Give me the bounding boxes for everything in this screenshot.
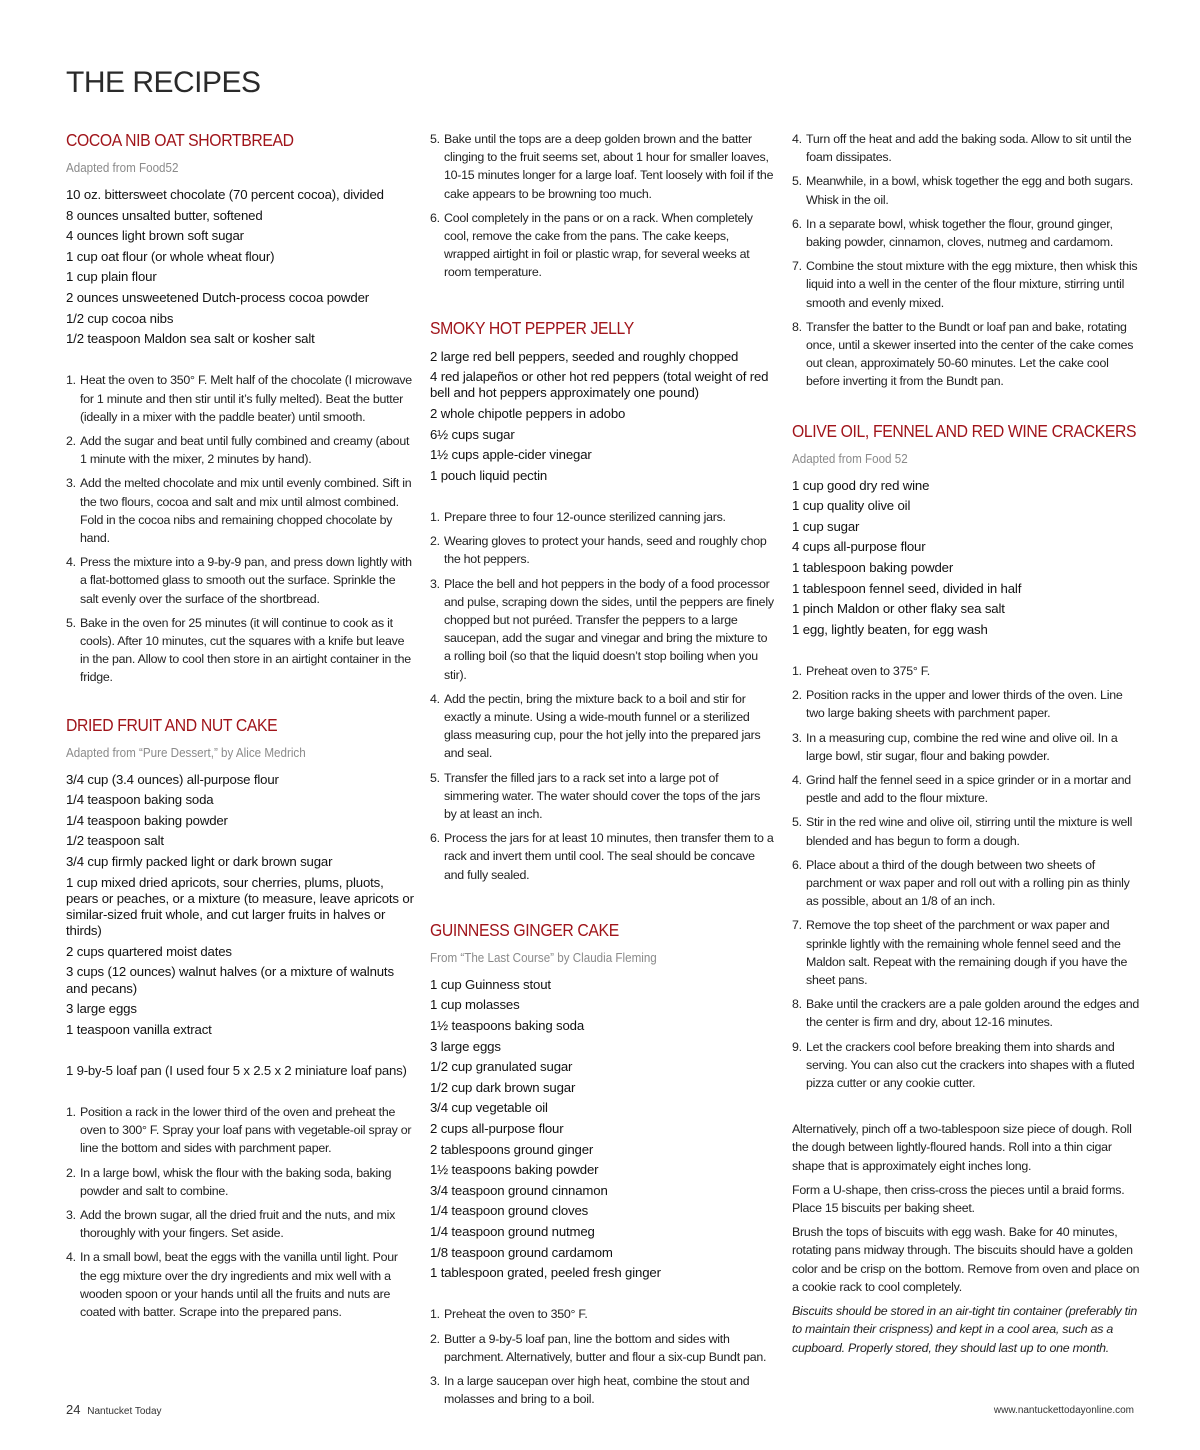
ingredient-item: 4 red jalapeños or other hot red peppers (total weight of red bell and hot peppers approximately one pound) [430, 369, 769, 401]
step-list [430, 1305, 775, 1408]
step-item [430, 769, 775, 824]
ingredient-list [430, 977, 775, 1282]
step-number: 3. [66, 476, 76, 491]
column-3 [792, 130, 1140, 1385]
ingredient-item: 4 cups all-purpose flour [792, 539, 926, 555]
step-item [430, 1305, 775, 1323]
step-number: 8. [792, 319, 802, 334]
step-item [792, 130, 1140, 166]
recipe-fruit-cake [66, 715, 414, 1322]
step-item [792, 172, 1140, 208]
step-text: In a measuring cup, combine the red wine and olive oil. In a large bowl, stir sugar, flour and baking powder. [806, 730, 1118, 763]
step-item [430, 130, 775, 203]
ingredient-item: 2 whole chipotle peppers in adobo [430, 406, 626, 422]
ingredient-item: 1 tablespoon grated, peeled fresh ginger [430, 1265, 661, 1281]
ingredient-item: 1/2 teaspoon Maldon sea salt or kosher salt [66, 331, 315, 347]
step-number: 4. [66, 1250, 76, 1265]
step-number: 5. [66, 615, 76, 630]
ingredient-item: 1/2 cup dark brown sugar [430, 1079, 576, 1095]
step-number: 2. [430, 1331, 440, 1346]
ingredient-item: 1 cup good dry red wine [792, 477, 930, 493]
step-number: 3. [430, 1373, 440, 1388]
step-text: Add the sugar and beat until fully combined and creamy (about 1 minute with the mixer, 2 minutes by hand). [80, 433, 410, 467]
ingredient-item: 1/4 teaspoon ground nutmeg [430, 1223, 595, 1239]
step-number: 1. [792, 664, 802, 678]
ingredient-item: 1 pinch Maldon or other flaky sea salt [792, 601, 1005, 617]
storage-note: Biscuits should be stored in an air-tight tin container (preferably tin to maintain their crispness) and kept in a cool area, such as a cupboard. Properly stored, they should last up to one month. [792, 1304, 1137, 1355]
ingredient-item: 1 cup sugar [792, 518, 860, 534]
recipe-title: OLIVE OIL, FENNEL AND RED WINE CRACKERS [792, 420, 1137, 441]
ingredient-item: 3/4 cup (3.4 ounces) all-purpose flour [66, 771, 279, 787]
step-number: 9. [792, 1039, 802, 1054]
ingredient-item: 1/2 cup cocoa nibs [66, 310, 174, 326]
column-1 [66, 130, 414, 1349]
step-number: 6. [430, 831, 440, 846]
page-number: 24 [66, 1402, 81, 1417]
step-item [430, 1330, 775, 1366]
step-text: Position a rack in the lower third of the oven and preheat the oven to 300° F. Spray your loaf pans with vegetable-oil spray or line the bottom and sides with parchment paper. [80, 1104, 412, 1156]
ingredient-item: 1/4 teaspoon baking soda [66, 792, 214, 808]
step-text: Preheat oven to 375° F. [806, 664, 930, 678]
recipe-title: COCOA NIB OAT SHORTBREAD [66, 130, 294, 150]
step-text: Cool completely in the pans or on a rack. When completely cool, remove the cake from the pans. The cake keeps, wrapped airtight in foil or plastic wrap, for several weeks at room temperature. [444, 210, 753, 280]
step-text: Add the brown sugar, all the dried fruit and the nuts, and mix thoroughly with your fingers. Set aside. [80, 1207, 396, 1241]
step-number: 4. [792, 773, 802, 788]
step-text: Place the bell and hot peppers in the body of a food processor and pulse, scraping down the sides, until the peppers are finely chopped but not puréed. Transfer the peppers to a large saucepan, add the sugar and vinegar and bring the mixture to a rolling boil (so that the liquid doesn’t stop boiling when you stir). [444, 576, 774, 682]
step-text: Let the crackers cool before breaking them into shards and serving. You can also cut the crackers into shapes with a fluted pizza cutter or any cookie cutter. [806, 1039, 1135, 1091]
ingredient-item: 3/4 cup firmly packed light or dark brown sugar [66, 853, 333, 869]
step-number: 6. [792, 857, 802, 872]
step-item [792, 662, 1140, 680]
step-text: Transfer the filled jars to a rack set into a large pot of simmering water. The water should cover the tops of the jars by at least an inch. [444, 770, 761, 822]
step-number: 1. [66, 373, 76, 388]
recipe-source: Adapted from Food52 [66, 161, 179, 175]
step-item [792, 1038, 1140, 1093]
alt-paragraph: Alternatively, pinch off a two-tablespoon size piece of dough. Roll the dough between lightly-floured hands. Roll into a thin cigar shape that is approximately eight inches long. [792, 1122, 1132, 1173]
step-item [430, 508, 775, 526]
step-text: Bake in the oven for 25 minutes (it will continue to cook as it cools). After 10 minutes, cut the squares with a knife but leave in the pan. Allow to cool then store in an airtight container in the fridge. [80, 615, 411, 685]
step-item [792, 318, 1140, 391]
ingredient-item: 2 cups quartered moist dates [66, 943, 232, 959]
ingredient-item: 3 large eggs [430, 1038, 501, 1054]
step-text: Butter a 9-by-5 loaf pan, line the bottom and sides with parchment. Alternatively, butter and flour a six-cup Bundt pan. [444, 1331, 767, 1364]
column-2 [430, 130, 775, 1436]
step-text: In a small bowl, beat the eggs with the vanilla until light. Pour the egg mixture over the dry ingredients and mix well with a wooden spoon or your hands until all the fruits and nuts are coated with batter. Scrape into the prepared pans. [80, 1250, 398, 1319]
step-item [66, 1103, 414, 1158]
ingredient-item: 1/4 teaspoon baking powder [66, 812, 228, 828]
step-list [430, 130, 775, 282]
step-list [792, 662, 1140, 1092]
alt-paragraph: Brush the tops of biscuits with egg wash. Bake for 40 minutes, rotating pans midway through. The biscuits should have a golden color and be crisp on the bottom. Remove from oven and place on a cookie rack to cool completely. [792, 1225, 1140, 1294]
recipe-title: GUINNESS GINGER CAKE [430, 919, 619, 940]
step-text: Preheat the oven to 350° F. [444, 1307, 588, 1322]
step-number: 5. [430, 770, 440, 785]
step-number: 3. [66, 1207, 76, 1222]
step-text: Grind half the fennel seed in a spice grinder or in a mortar and pestle and add to the flour mixture. [806, 773, 1131, 806]
publication-name: Nantucket Today [87, 1406, 162, 1417]
ingredient-item: 1½ teaspoons baking soda [430, 1018, 585, 1034]
step-text: Add the melted chocolate and mix until evenly combined. Sift in the two flours, cocoa and salt and mix until almost combined. Fold in the cocoa nibs and remaining chopped chocolate by hand. [80, 476, 412, 545]
step-item [66, 371, 414, 426]
ingredient-item: 1 pouch liquid pectin [430, 467, 548, 483]
step-text: Add the pectin, bring the mixture back to a boil and stir for exactly a minute. Using a wide-mouth funnel or a sterilized glass measuring cup, pour the hot jelly into the prepared jars and seal. [444, 691, 761, 761]
recipe-fruit-cake-continued [430, 130, 775, 282]
ingredient-item: 1 cup oat flour (or whole wheat flour) [66, 248, 275, 264]
recipe-source: From “The Last Course” by Claudia Fleming [430, 950, 657, 965]
step-text: Remove the top sheet of the parchment or wax paper and sprinkle lightly with the remaining whole fennel seed and the Maldon salt. Repeat with the remaining dough if you have the sheet pans. [806, 918, 1128, 988]
ingredient-item: 1/4 teaspoon ground cloves [430, 1203, 589, 1219]
ingredient-item: 10 oz. bittersweet chocolate (70 percent cocoa), divided [66, 187, 384, 202]
step-text: Bake until the tops are a deep golden brown and the batter clinging to the fruit seems set, about 1 hour for smaller loaves, 10-15 minutes longer for a large loaf. Tent loosely with foil if the cake appears to be browning too much. [444, 132, 774, 201]
step-number: 2. [792, 688, 802, 703]
ingredient-item: 3/4 cup vegetable oil [430, 1100, 548, 1116]
ingredient-list [66, 187, 414, 347]
recipe-title: DRIED FRUIT AND NUT CAKE [66, 714, 278, 735]
step-number: 5. [792, 815, 802, 830]
step-text: Position racks in the upper and lower thirds of the oven. Line two large baking sheets with parchment paper. [806, 688, 1123, 721]
step-text: Turn off the heat and add the baking soda. Allow to sit until the foam dissipates. [806, 132, 1132, 165]
step-number: 3. [430, 576, 440, 591]
ingredient-list [430, 349, 775, 484]
ingredient-list [66, 772, 414, 1038]
ingredient-item: 1/2 teaspoon salt [66, 833, 164, 849]
alt-paragraph: Form a U-shape, then criss-cross the pieces until a braid forms. Place 15 biscuits per baking sheet. [792, 1182, 1125, 1216]
ingredient-item: 1½ teaspoons baking powder [430, 1162, 599, 1178]
step-item [792, 215, 1140, 251]
step-number: 4. [792, 132, 802, 146]
ingredient-list [792, 478, 1140, 638]
step-text: Combine the stout mixture with the egg mixture, then whisk this liquid into a well in the center of the flour mixture, stirring until smooth and evenly mixed. [806, 259, 1138, 310]
ingredient-item: 3 large eggs [66, 1001, 137, 1017]
step-item [66, 553, 414, 608]
recipe-title: SMOKY HOT PEPPER JELLY [430, 317, 634, 338]
ingredient-item: 1 teaspoon vanilla extract [66, 1021, 212, 1037]
step-number: 5. [430, 132, 440, 146]
step-text: Heat the oven to 350° F. Melt half of the chocolate (I microwave for 1 minute and then stir until it’s fully melted). Beat the butter (ideally in a mixer with the paddle beater) until smooth. [80, 373, 412, 424]
step-number: 1. [66, 1104, 76, 1119]
step-text: Bake until the crackers are a pale golden around the edges and the center is firm and dry, about 12-16 minutes. [806, 997, 1140, 1030]
ingredient-item: 1 tablespoon baking powder [792, 560, 954, 576]
step-number: 1. [430, 1307, 440, 1322]
ingredient-item: 1 cup quality olive oil [792, 498, 911, 514]
step-text: Place about a third of the dough between two sheets of parchment or wax paper and roll out with a rolling pin as thinly as possible, about an 1/8 of an inch. [806, 857, 1130, 909]
ingredient-item: 1/8 teaspoon ground cardamom [430, 1244, 613, 1260]
step-number: 8. [792, 997, 802, 1012]
recipe-ginger-cake [430, 920, 775, 1409]
step-item [66, 1206, 414, 1242]
recipe-crackers [792, 421, 1140, 1357]
ingredient-item: 1 tablespoon fennel seed, divided in half [792, 580, 1022, 596]
page-title: THE RECIPES [66, 66, 261, 99]
ingredient-item: 1 cup Guinness stout [430, 976, 551, 992]
step-item [430, 209, 775, 282]
step-list [430, 508, 775, 884]
step-text: In a large saucepan over high heat, combine the stout and molasses and bring to a boil. [444, 1373, 750, 1407]
step-item [792, 729, 1140, 765]
ingredient-item: 1 egg, lightly beaten, for egg wash [792, 621, 988, 637]
recipe-ginger-cake-continued [792, 130, 1140, 391]
step-item [792, 257, 1140, 312]
step-number: 3. [792, 730, 802, 745]
ingredient-item: 1½ cups apple-cider vinegar [430, 447, 592, 463]
step-list [792, 130, 1140, 391]
step-item [66, 1164, 414, 1200]
step-text: In a separate bowl, whisk together the flour, ground ginger, baking powder, cinnamon, cloves, nutmeg and cardamom. [806, 216, 1114, 250]
recipe-pepper-jelly [430, 318, 775, 884]
step-number: 2. [66, 433, 76, 448]
step-number: 7. [792, 259, 802, 274]
recipe-shortbread [66, 130, 414, 687]
step-item [430, 1372, 775, 1408]
step-item [792, 686, 1140, 722]
step-list [66, 1103, 414, 1321]
step-number: 4. [430, 691, 440, 706]
step-text: Transfer the batter to the Bundt or loaf pan and bake, rotating once, until a skewer inserted into the center of the cake comes out clean, approximately 50-60 minutes. Let the cake cool before inverting it from the Bundt pan. [806, 319, 1134, 389]
ingredient-item: 1 cup plain flour [66, 269, 157, 285]
recipe-source: Adapted from Food 52 [792, 451, 908, 466]
step-text: Wearing gloves to protect your hands, seed and roughly chop the hot peppers. [444, 534, 767, 567]
step-item [66, 1248, 414, 1321]
ingredient-item: 6½ cups sugar [430, 426, 515, 442]
step-item [430, 575, 775, 684]
ingredient-item: 1 cup molasses [430, 997, 520, 1013]
ingredient-item: 2 ounces unsweetened Dutch-process cocoa powder [66, 289, 370, 305]
step-number: 2. [66, 1165, 76, 1180]
step-list [66, 371, 414, 686]
step-item [792, 916, 1140, 989]
step-number: 2. [430, 534, 440, 549]
ingredient-item: 3/4 teaspoon ground cinnamon [430, 1182, 608, 1198]
step-number: 4. [66, 555, 76, 570]
step-item [66, 432, 414, 468]
pan-note: 1 9-by-5 loaf pan (I used four 5 x 2.5 x 2 miniature loaf pans) [66, 1062, 407, 1078]
step-item [792, 813, 1140, 849]
footer-left [66, 1402, 162, 1417]
step-item [430, 532, 775, 568]
step-text: Stir in the red wine and olive oil, stirring until the mixture is well blended and has begun to form a dough. [806, 815, 1133, 848]
step-text: Press the mixture into a 9-by-9 pan, and press down lightly with a flat-bottomed glass to smooth out the surface. Sprinkle the salt evenly over the surface of the shortbread. [80, 555, 412, 606]
step-number: 6. [792, 216, 802, 231]
step-item [430, 829, 775, 884]
ingredient-item: 2 large red bell peppers, seeded and roughly chopped [430, 348, 739, 364]
ingredient-item: 1/2 cup granulated sugar [430, 1059, 573, 1075]
step-text: Process the jars for at least 10 minutes, then transfer them to a rack and invert them until cool. The seal should be concave and fully sealed. [444, 831, 774, 882]
ingredient-item: 2 cups all-purpose flour [430, 1121, 564, 1137]
step-number: 5. [792, 174, 802, 189]
ingredient-item: 8 ounces unsalted butter, softened [66, 207, 263, 223]
step-number: 1. [430, 510, 440, 524]
step-number: 6. [430, 210, 440, 225]
step-item [792, 856, 1140, 911]
step-text: In a large bowl, whisk the flour with the baking soda, baking powder and salt to combine. [80, 1165, 392, 1198]
step-number: 7. [792, 918, 802, 933]
recipe-source: Adapted from “Pure Dessert,” by Alice Medrich [66, 745, 306, 760]
ingredient-item: 2 tablespoons ground ginger [430, 1141, 594, 1157]
ingredient-item: 4 ounces light brown soft sugar [66, 228, 244, 244]
step-text: Prepare three to four 12-ounce sterilized canning jars. [444, 510, 726, 524]
ingredient-item: 1 cup mixed dried apricots, sour cherries, plums, pluots, pears or peaches, or a mixture (to measure, leave apricots or similar-sized fruit whole, and cut larger fruits in halves or thirds) [66, 874, 414, 939]
step-item [792, 771, 1140, 807]
step-text: Meanwhile, in a bowl, whisk together the egg and both sugars. Whisk in the oil. [806, 174, 1134, 207]
step-item [792, 995, 1140, 1031]
step-item [66, 474, 414, 547]
ingredient-item: 3 cups (12 ounces) walnut halves (or a mixture of walnuts and pecans) [66, 964, 394, 996]
step-item [430, 690, 775, 763]
footer-url: www.nantuckettodayonline.com [993, 1405, 1134, 1416]
step-item [66, 614, 414, 687]
